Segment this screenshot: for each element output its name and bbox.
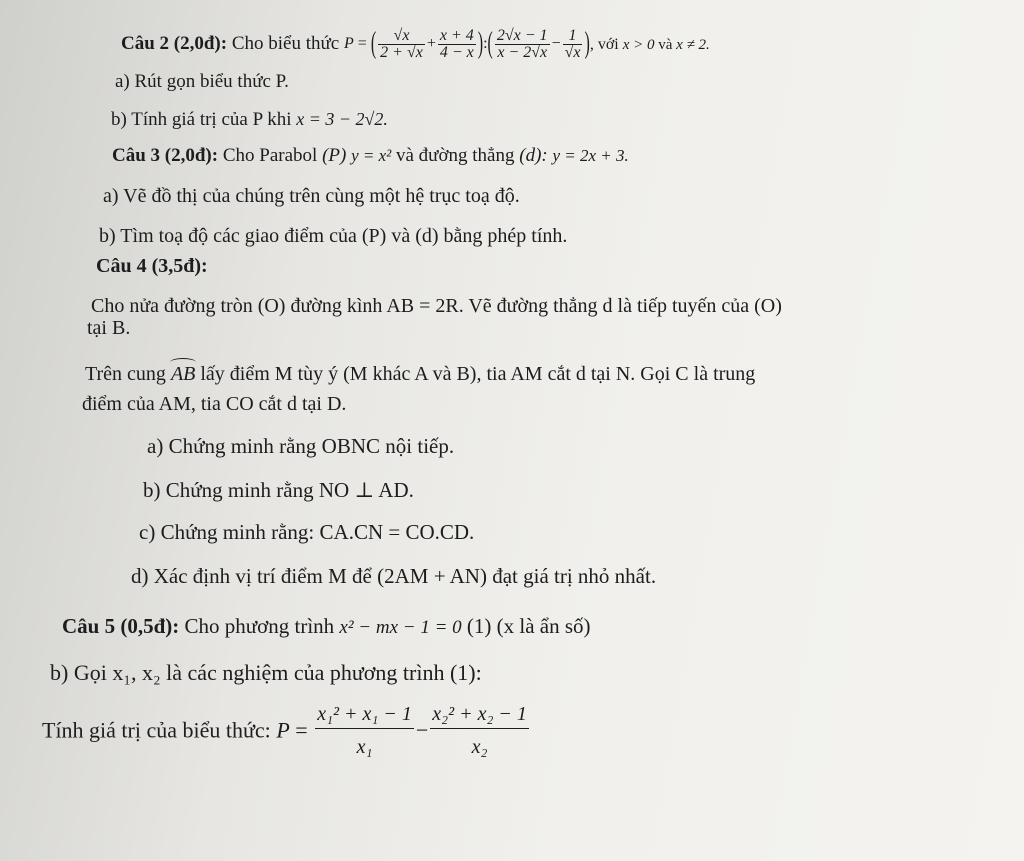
question-4a: a) Chứng minh rằng OBNC nội tiếp.	[147, 434, 455, 458]
fraction-3: $\frac{2√x - 1}{x - 2√x}$	[496, 27, 548, 61]
question-4c: c) Chứng minh rằng: CA.CN = CO.CD.	[139, 520, 475, 544]
question-5-line: Câu 5 (0,5đ): Cho phương trình x² − mx − 1 = 0 (1) (x là ẩn số)	[62, 614, 591, 638]
fraction-p-term-1: $\frac{\text{x₁² + x₁ − 1}}{\text{x₁}}$	[317, 703, 412, 758]
question-5-heading: Câu 5 (0,5đ):	[62, 614, 180, 638]
question-5-calc-line: Tính giá trị của biểu thức: P = $\frac{\text{x₁² + x₁ − 1}}{\text{x₁}}$ − $\frac{\text{x₂² + x₂ − 1}}{\text{x₂}}$	[42, 703, 527, 758]
question-4-paragraph-2-line-2: điểm của AM, tia CO cắt d tại D.	[82, 393, 347, 415]
arc-mark-icon	[170, 358, 196, 367]
arc-ab: AB	[171, 364, 195, 384]
question-3-heading: Câu 3 (2,0đ):	[112, 145, 219, 166]
fraction-4: $\frac{1}{√x}$	[564, 27, 581, 61]
expression-p: P = ( $\frac{√x}{2 + √x}$ + $\frac{x + 4}{4 - x}$ ):( $\frac{2√x - 1}{x - 2√x}$ − $\frac{1}{√x}$ )	[344, 27, 590, 61]
question-2b: b) Tính giá trị của P khi x = 3 − 2√2.	[111, 109, 388, 130]
question-2-intro: Cho biểu thức	[227, 32, 344, 54]
question-3a: a) Vẽ đồ thị của chúng trên cùng một hệ trục toạ độ.	[103, 185, 520, 207]
fraction-2: $\frac{x + 4}{4 - x}$	[439, 27, 474, 61]
question-4-paragraph-1-line-2: tại B.	[87, 317, 131, 339]
question-2-line: Câu 2 (2,0đ): Cho biểu thức P = ( $\frac{√x}{2 + √x}$ + $\frac{x + 4}{4 - x}$ ):( $\frac{2√x - 1}{x - 2√x}$ − $\frac{1}{√x}$ ), với x > 0 và x ≠ 2.	[121, 27, 710, 61]
question-2-heading: Câu 2 (2,0đ):	[121, 32, 228, 54]
fraction-1: $\frac{√x}{2 + √x}$	[380, 27, 423, 61]
question-4-paragraph-2-line-1: Trên cung AB lấy điểm M tùy ý (M khác A và B), tia AM cắt d tại N. Gọi C là trung	[85, 364, 755, 384]
question-4d: d) Xác định vị trí điểm M để (2AM + AN) đạt giá trị nhỏ nhất.	[131, 564, 657, 588]
question-4b: b) Chứng minh rằng NO ⊥ AD.	[143, 478, 414, 502]
question-3b: b) Tìm toạ độ các giao điểm của (P) và (d) bằng phép tính.	[99, 225, 568, 247]
question-4-heading: Câu 4 (3,5đ):	[96, 255, 208, 277]
fraction-p-term-2: $\frac{\text{x₂² + x₂ − 1}}{\text{x₂}}$	[432, 703, 527, 758]
question-2a: a) Rút gọn biểu thức P.	[115, 71, 289, 92]
question-4-paragraph-1-line-1: Cho nửa đường tròn (O) đường kình AB = 2R. Vẽ đường thẳng d là tiếp tuyến của (O)	[91, 295, 782, 317]
question-3-line: Câu 3 (2,0đ): Cho Parabol (P) y = x² và đường thẳng (d): y = 2x + 3.	[112, 145, 629, 166]
question-5b: b) Gọi x₁, x₂ là các nghiệm của phương trình (1):	[50, 660, 482, 685]
